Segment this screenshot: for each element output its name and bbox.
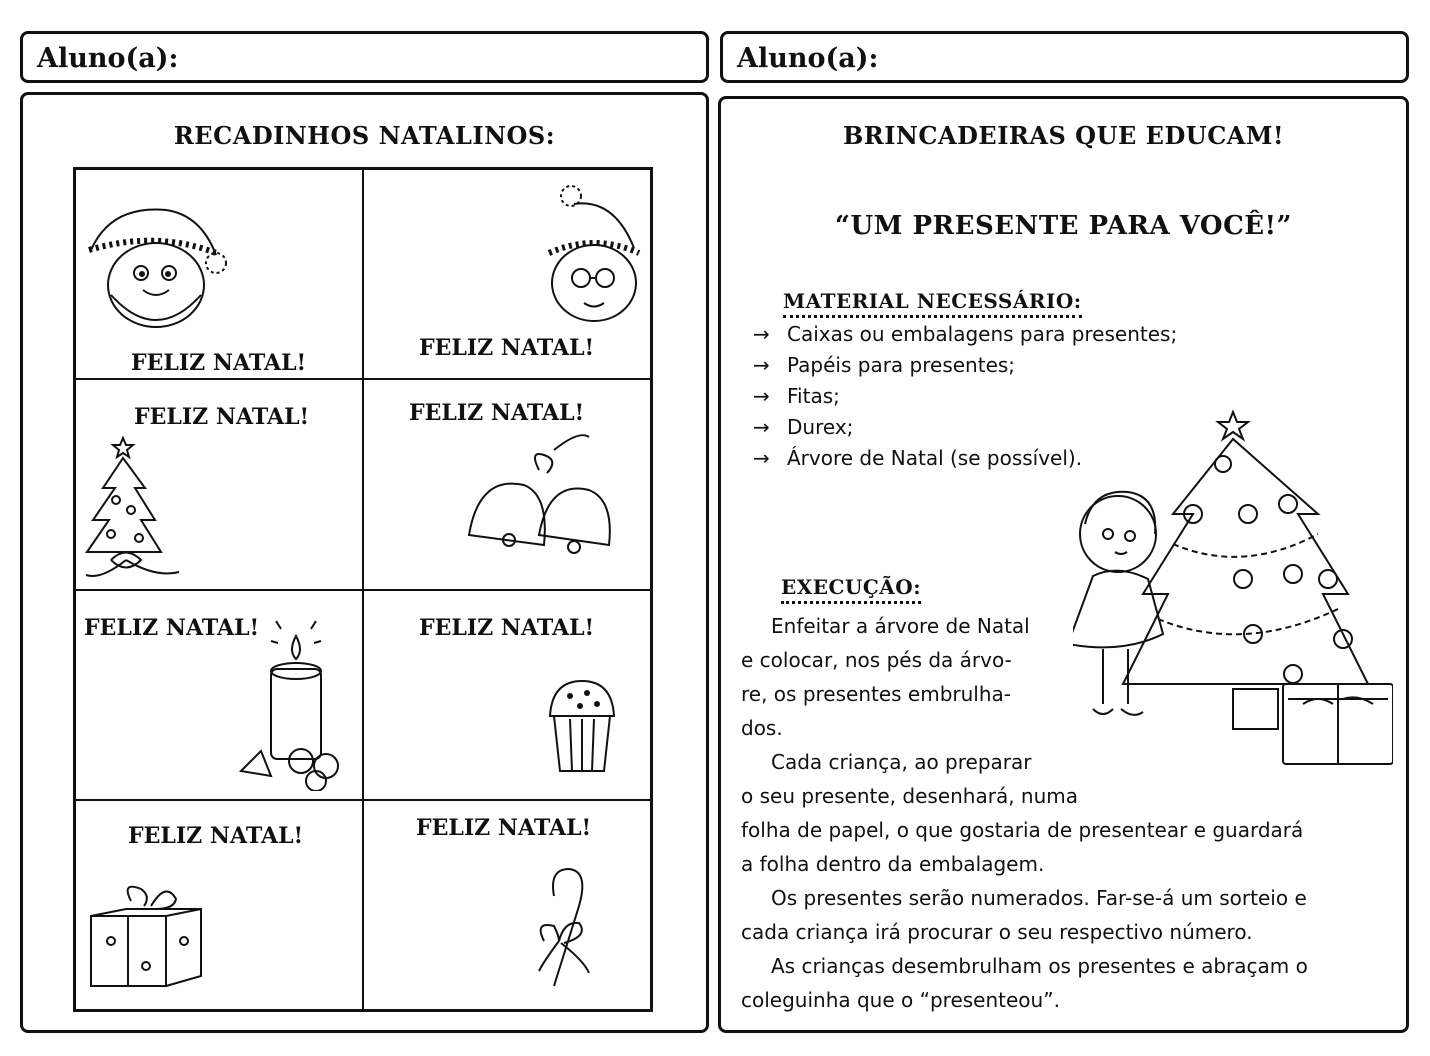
card-grandpa[interactable] [363, 169, 651, 379]
cards-grid [73, 167, 653, 1012]
feliz-natal-text: FELIZ NATAL! [134, 404, 310, 431]
arrow-icon: → [753, 415, 770, 439]
feliz-natal-text: FELIZ NATAL! [416, 814, 592, 841]
execution-line: coleguinha que o “presenteou”. [741, 988, 1060, 1012]
feliz-natal-text: FELIZ NATAL! [128, 822, 304, 849]
list-item: → Fitas; [753, 381, 1177, 412]
card-candle[interactable] [75, 590, 363, 800]
list-item: → Papéis para presentes; [753, 350, 1177, 381]
feliz-natal-text: FELIZ NATAL! [419, 614, 595, 641]
list-item: → Caixas ou embalagens para presentes; [753, 319, 1177, 350]
candy-cane-icon [529, 861, 609, 991]
card-cupcake[interactable] [363, 590, 651, 800]
left-title: RECADINHOS NATALINOS: [173, 121, 556, 150]
execution-line: e colocar, nos pés da árvo- [741, 648, 1012, 672]
santa-face-icon [81, 195, 231, 335]
student-label: Aluno(a): [737, 43, 879, 74]
execution-line: o seu presente, desenhará, numa [741, 784, 1079, 808]
execution-line: Cada criança, ao preparar [771, 750, 1032, 774]
gift-box-icon [86, 871, 211, 991]
left-panel [20, 92, 709, 1033]
girl-with-christmas-tree-icon [1073, 404, 1393, 784]
arrow-icon: → [753, 384, 770, 408]
feliz-natal-text: FELIZ NATAL! [84, 614, 260, 641]
left-student-name-box[interactable] [20, 31, 709, 83]
feliz-natal-text: FELIZ NATAL! [409, 400, 585, 427]
activity-subtitle: “UM PRESENTE PARA VOCÊ!” [835, 211, 1292, 241]
arrow-icon: → [753, 322, 770, 346]
execution-line: As crianças desembrulham os presentes e abraçam o [771, 954, 1308, 978]
execution-line: Enfeitar a árvore de Natal [771, 614, 1030, 638]
cupcake-icon [542, 671, 622, 776]
execution-line: dos. [741, 716, 783, 740]
execution-line: Os presentes serão numerados. Far-se-á um sorteio e [771, 886, 1307, 910]
execution-line: a folha dentro da embalagem. [741, 852, 1045, 876]
list-item: → Durex; [753, 412, 1177, 443]
arrow-icon: → [753, 446, 770, 470]
execution-heading: EXECUÇÃO: [781, 575, 921, 604]
execution-line: folha de papel, o que gostaria de presentear e guardará [741, 818, 1304, 842]
list-item: → Árvore de Natal (se possível). [753, 443, 1177, 474]
right-panel [718, 96, 1409, 1033]
card-bells[interactable] [363, 379, 651, 589]
card-candy-cane[interactable] [363, 800, 651, 1010]
bells-icon [449, 425, 619, 555]
feliz-natal-text: FELIZ NATAL! [419, 335, 595, 361]
student-label: Aluno(a): [37, 43, 179, 74]
card-gift[interactable] [75, 800, 363, 1010]
card-santa[interactable] [75, 169, 363, 379]
execution-line: cada criança irá procurar o seu respectivo número. [741, 920, 1253, 944]
feliz-natal-text: FELIZ NATAL! [131, 350, 307, 376]
materials-heading: MATERIAL NECESSÁRIO: [783, 289, 1082, 318]
arrow-icon: → [753, 353, 770, 377]
christmas-tree-icon [81, 430, 186, 580]
right-student-name-box[interactable] [720, 31, 1409, 83]
card-tree[interactable] [75, 379, 363, 589]
candle-icon [226, 611, 351, 791]
right-title: BRINCADEIRAS QUE EDUCAM! [842, 121, 1285, 150]
grandpa-face-icon [539, 178, 649, 333]
execution-line: re, os presentes embrulha- [741, 682, 1012, 706]
